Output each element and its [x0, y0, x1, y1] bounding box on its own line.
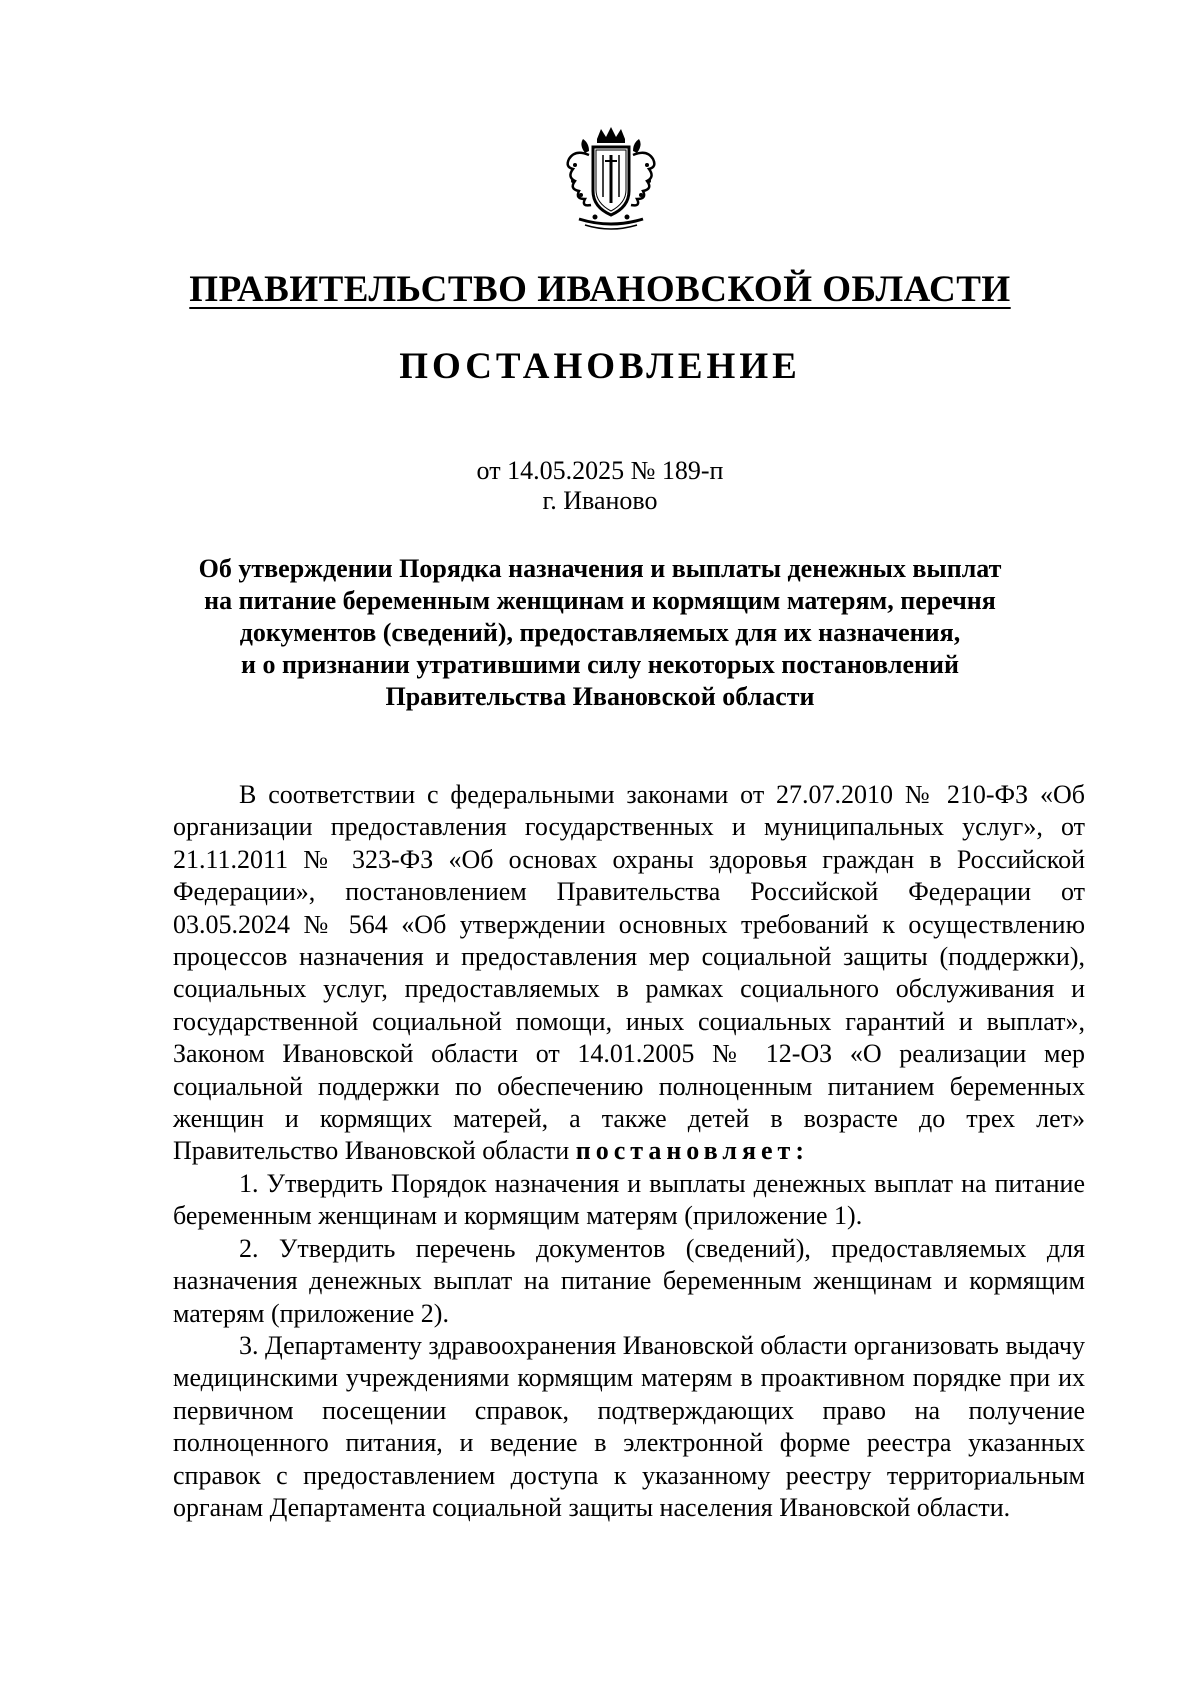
item-paragraph: 3. Департаменту здравоохранения Ивановской области организовать выдачу медицинскими учреждениями кормящим матерям в проактивном порядке при их первичном посещении справок, подтверждающих право на получение полноценного питания, и ведение в электронной форме реестра указанных справок с предоставлением доступа к указанному реестру территориальным органам Департамента социальной защиты населения Ивановской области.: [173, 1330, 1085, 1522]
preamble-text: В соответствии с федеральными законами от 27.07.2010 № 210-ФЗ «Об организации предоставления государственных и муниципальных услуг», от 21.11.2011 № 323-ФЗ «Об основах охраны здоровья граждан в Российской Федерации», постановлением Правительства Российской Федерации от 03.05.2024 № 564 «Об утверждении основных требований к осуществлению процессов назначения и предоставления мер социальной защиты (поддержки), социальных услуг, предоставляемых в рамках социального обслуживания и государственной социальной помощи, иных социальных гарантий и выплат», Законом Ивановской области от 14.01.2005 № 12-ОЗ «О реализации мер социальной поддержки по обеспечению полноценным питанием беременных женщин и кормящих матерей, а также детей в возрасте до трех лет» Правительство Ивановской области: [173, 780, 1085, 1166]
subject-line: документов (сведений), предоставляемых для их назначения,: [239, 618, 961, 647]
subject-line: Об утверждении Порядка назначения и выплаты денежных выплат: [198, 554, 1002, 583]
document-body: [173, 779, 1085, 1524]
document-city: г. Иваново: [542, 486, 658, 515]
decree-word: постановляет:: [575, 1136, 809, 1166]
organization-title: ПРАВИТЕЛЬСТВО ИВАНОВСКОЙ ОБЛАСТИ: [189, 269, 1011, 310]
subject-line: и о признании утратившими силу некоторых постановлений: [241, 650, 959, 679]
ivanovo-coat-of-arms-icon: [555, 125, 667, 235]
item-paragraph: 2. Утвердить перечень документов (сведений), предоставляемых для назначения денежных выплат на питание беременным женщинам и кормящим матерям (приложение 2).: [173, 1233, 1085, 1328]
subject-line: Правительства Ивановской области: [385, 682, 815, 711]
document-date-number: от 14.05.2025 № 189-п: [476, 456, 724, 485]
document-type: ПОСТАНОВЛЕНИЕ: [399, 346, 801, 387]
document-subject: [160, 553, 1040, 713]
subject-line: на питание беременным женщинам и кормящим матерям, перечня: [204, 586, 996, 615]
preamble-paragraph: [173, 779, 1085, 1168]
item-paragraph: 1. Утвердить Порядок назначения и выплаты денежных выплат на питание беременным женщинам и кормящим матерям (приложение 1).: [173, 1168, 1085, 1231]
